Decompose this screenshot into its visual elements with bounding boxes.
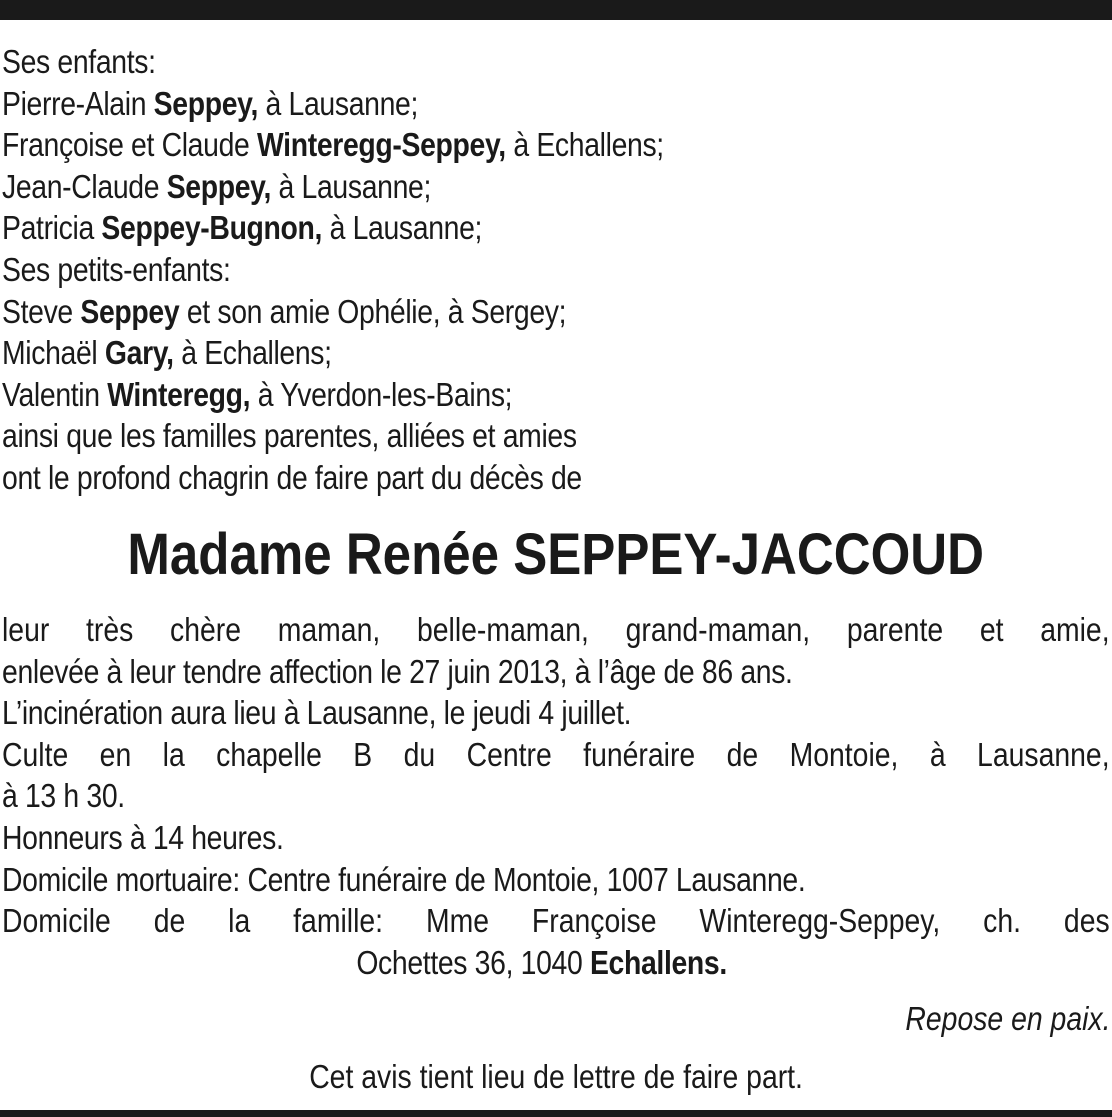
closing-line: ont le profond chagrin de faire part du décès de	[2, 458, 582, 496]
word: à	[929, 735, 946, 773]
word: Mme	[425, 902, 490, 940]
word: famille:	[293, 902, 384, 940]
grandchild-surname: Gary,	[104, 334, 174, 372]
family-home-line	[2, 900, 1110, 942]
child-surname: Seppey,	[166, 167, 272, 205]
word: B	[353, 735, 373, 773]
children-heading: Ses enfants:	[2, 43, 156, 80]
family-home-town: Echallens.	[589, 943, 727, 981]
word: belle-maman,	[416, 611, 589, 648]
bottom-rule	[0, 1110, 1112, 1117]
service-time: à 13 h 30.	[2, 777, 125, 815]
grandchild-entry: Steve Seppey et son amie Ophélie, à Sergey;	[2, 292, 567, 330]
child-entry: Jean-Claude Seppey, à Lausanne;	[2, 167, 432, 205]
word: leur	[2, 611, 50, 648]
word: du	[403, 735, 436, 773]
top-rule	[0, 0, 1112, 20]
grandchild-surname: Winteregg,	[107, 375, 251, 413]
word: de	[726, 735, 759, 773]
word: Domicile	[2, 902, 111, 940]
word: des	[1063, 902, 1110, 940]
death-line: enlevée à leur tendre affection le 27 juin 2013, à l’âge de 86 ans.	[2, 652, 793, 690]
word: parente	[846, 611, 944, 648]
child-surname: Winteregg-Seppey,	[256, 126, 506, 164]
word: Winteregg-Seppey,	[699, 902, 941, 940]
honours-line: Honneurs à 14 heures.	[2, 818, 284, 856]
family-list	[2, 41, 1110, 499]
epitaph: Repose en paix.	[904, 1000, 1110, 1037]
family-home-address: Ochettes 36, 1040 Echallens.	[356, 943, 727, 981]
grandchildren-heading: Ses petits-enfants:	[2, 250, 231, 288]
child-surname: Seppey,	[153, 84, 259, 122]
word: Centre	[466, 735, 552, 773]
child-entry: Françoise et Claude Winteregg-Seppey, à Echallens;	[2, 126, 664, 164]
grandchild-surname: Seppey	[80, 292, 180, 330]
details	[2, 609, 1110, 983]
word: la	[162, 735, 185, 773]
child-entry: Pierre-Alain Seppey, à Lausanne;	[2, 84, 418, 122]
word: funéraire	[583, 735, 696, 773]
word: Françoise	[531, 902, 657, 940]
grandchild-entry: Valentin Winteregg, à Yverdon-les-Bains;	[2, 375, 513, 413]
word: Montoie,	[789, 735, 899, 773]
word: très	[86, 611, 134, 648]
mortuary-line: Domicile mortuaire: Centre funéraire de Montoie, 1007 Lausanne.	[2, 860, 806, 898]
relation-line	[2, 609, 1110, 651]
cremation-line: L’incinération aura lieu à Lausanne, le jeudi 4 juillet.	[2, 694, 632, 732]
word: Lausanne,	[977, 735, 1110, 773]
word: chère	[170, 611, 242, 648]
word: chapelle	[216, 735, 322, 773]
word: la	[228, 902, 251, 940]
word: de	[153, 902, 186, 940]
word: et	[979, 611, 1004, 648]
grandchild-entry: Michaël Gary, à Echallens;	[2, 334, 332, 372]
child-surname: Seppey-Bugnon,	[101, 209, 323, 247]
word: amie,	[1040, 611, 1110, 648]
word: Culte	[2, 735, 69, 773]
word: maman,	[277, 611, 381, 648]
service-line	[2, 734, 1110, 776]
child-entry: Patricia Seppey-Bugnon, à Lausanne;	[2, 209, 483, 247]
closing-line: ainsi que les familles parentes, alliées et amies	[2, 417, 577, 455]
word: en	[99, 735, 132, 773]
deceased-name: Madame Renée SEPPEY-JACCOUD	[127, 522, 985, 587]
word: ch.	[983, 902, 1022, 940]
notice: Cet avis tient lieu de lettre de faire part.	[309, 1058, 803, 1095]
word: grand-maman,	[625, 611, 811, 648]
